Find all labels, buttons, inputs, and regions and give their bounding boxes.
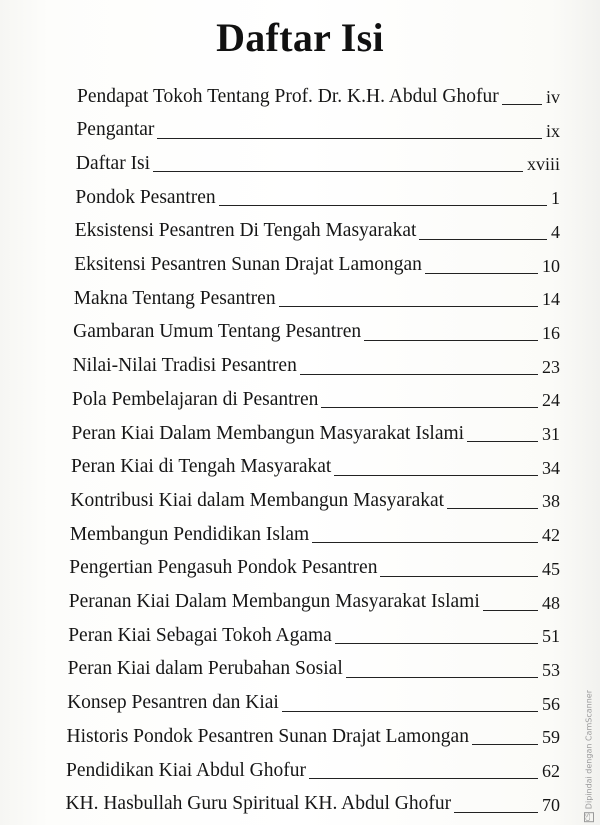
toc-entry bbox=[72, 383, 560, 409]
toc-entry-title: Daftar Isi bbox=[75, 152, 151, 174]
toc-leader-line bbox=[454, 812, 538, 813]
toc-leader-line bbox=[219, 205, 547, 206]
toc-page-number: 24 bbox=[541, 390, 560, 411]
toc-entry-title: Pondok Pesantren bbox=[75, 186, 216, 208]
toc-leader-line bbox=[346, 677, 538, 678]
toc-entry bbox=[73, 316, 560, 342]
toc-page-number: 10 bbox=[542, 255, 560, 276]
toc-page-number: 53 bbox=[541, 659, 560, 680]
toc-page-number: 16 bbox=[541, 322, 560, 343]
toc-entry bbox=[68, 619, 560, 645]
toc-entry-title: Eksitensi Pesantren Sunan Drajat Lamongan bbox=[74, 254, 422, 275]
toc-leader-line bbox=[279, 306, 538, 307]
toc-entry bbox=[68, 653, 560, 679]
toc-entry bbox=[65, 788, 560, 814]
toc-entry-title: Nilai-Nilai Tradisi Pesantren bbox=[72, 355, 297, 377]
toc-page-number: 31 bbox=[542, 424, 560, 444]
toc-entry bbox=[76, 114, 560, 140]
toc-leader-line bbox=[335, 643, 538, 644]
toc-entry bbox=[74, 282, 560, 308]
toc-page-number: 48 bbox=[542, 592, 560, 613]
toc-entry bbox=[74, 249, 560, 275]
watermark-text: Dipindai dengan CamScanner bbox=[584, 690, 594, 810]
toc-leader-line bbox=[334, 475, 538, 476]
toc-leader-line bbox=[472, 744, 538, 745]
toc-entry bbox=[72, 417, 561, 443]
toc-page-number: 42 bbox=[541, 525, 560, 546]
toc-entry-title: Konsep Pesantren dan Kiai bbox=[67, 692, 279, 714]
toc-page-number: 4 bbox=[550, 221, 560, 242]
toc-page-number: 62 bbox=[542, 761, 560, 781]
toc-leader-line bbox=[380, 576, 538, 577]
toc-leader-line bbox=[157, 138, 542, 139]
toc-leader-line bbox=[282, 711, 538, 712]
toc-entry bbox=[75, 215, 560, 241]
toc-entry-title: Peran Kiai Dalam Membangun Masyarakat Islami bbox=[71, 422, 465, 444]
toc-page-number: 70 bbox=[541, 794, 560, 815]
toc-leader-line bbox=[502, 104, 542, 105]
toc-page-number: 38 bbox=[541, 491, 560, 512]
toc-leader-line bbox=[309, 778, 538, 779]
toc-entry bbox=[66, 754, 560, 780]
toc-entry bbox=[69, 586, 560, 612]
toc-entry-title: Pendidikan Kiai Abdul Ghofur bbox=[66, 759, 306, 781]
toc-entry-title: Pengertian Pengasuh Pondok Pesantren bbox=[69, 557, 378, 579]
toc-entry bbox=[70, 518, 560, 544]
toc-entry-title: Pengantar bbox=[76, 119, 155, 141]
toc-entry bbox=[77, 80, 560, 106]
page-title: Daftar Isi bbox=[216, 15, 384, 60]
toc-leader-line bbox=[425, 273, 538, 274]
toc-entry-title: Historis Pondok Pesantren Sunan Drajat Lamongan bbox=[66, 725, 469, 747]
toc-entry-title: Peranan Kiai Dalam Membangun Masyarakat Islami bbox=[68, 591, 480, 612]
toc-page-number: iv bbox=[545, 87, 560, 107]
toc-leader-line bbox=[467, 441, 538, 442]
toc-leader-line bbox=[447, 508, 538, 509]
toc-page-number: 34 bbox=[541, 457, 560, 478]
toc-entry-title: Peran Kiai dalam Perubahan Sosial bbox=[67, 658, 343, 680]
toc-page-number: xviii bbox=[526, 154, 560, 175]
toc-leader-line bbox=[321, 407, 538, 408]
toc-page-number: 14 bbox=[541, 289, 560, 310]
toc-entry bbox=[71, 451, 560, 477]
scanner-watermark bbox=[584, 690, 594, 822]
toc-entry bbox=[70, 484, 560, 510]
toc-page-number: 45 bbox=[541, 558, 560, 579]
toc-entry bbox=[67, 687, 560, 713]
toc-entry-title: Peran Kiai di Tengah Masyarakat bbox=[70, 456, 332, 478]
toc-leader-line bbox=[364, 340, 538, 341]
toc-page-number: 59 bbox=[541, 727, 560, 748]
toc-entry bbox=[69, 552, 560, 578]
toc-entry-title: Peran Kiai Sebagai Tokoh Agama bbox=[68, 624, 332, 646]
toc-page-number: 1 bbox=[550, 188, 560, 209]
toc-page-number: 23 bbox=[541, 356, 560, 377]
toc-page-number: ix bbox=[545, 120, 560, 141]
toc-leader-line bbox=[419, 239, 547, 240]
toc-entry bbox=[75, 181, 560, 207]
toc-page-number: 56 bbox=[541, 693, 560, 714]
toc-entry-title: Gambaran Umum Tentang Pesantren bbox=[73, 321, 362, 343]
toc-leader-line bbox=[300, 374, 538, 375]
toc-entry-title: Makna Tentang Pesantren bbox=[73, 287, 276, 309]
toc-entry-title: Pendapat Tokoh Tentang Prof. Dr. K.H. Abdul Ghofur bbox=[77, 85, 499, 107]
toc-leader-line bbox=[153, 171, 523, 172]
toc-entry-title: Pola Pembelajaran di Pesantren bbox=[72, 388, 319, 410]
toc-entry-title: Eksistensi Pesantren Di Tengah Masyarakat bbox=[74, 220, 417, 242]
toc-leader-line bbox=[312, 542, 538, 543]
toc-entry-title: KH. Hasbullah Guru Spiritual KH. Abdul Ghofur bbox=[65, 793, 452, 815]
toc-leader-line bbox=[483, 610, 538, 611]
toc-entry-title: Kontribusi Kiai dalam Membangun Masyarakat bbox=[70, 489, 445, 511]
toc-page-number: 51 bbox=[541, 626, 560, 647]
camscanner-icon: CS bbox=[585, 813, 592, 822]
toc-entry bbox=[67, 720, 560, 746]
toc-entry bbox=[73, 350, 560, 376]
toc-entry bbox=[76, 147, 560, 173]
toc-entry-title: Membangun Pendidikan Islam bbox=[69, 523, 310, 545]
